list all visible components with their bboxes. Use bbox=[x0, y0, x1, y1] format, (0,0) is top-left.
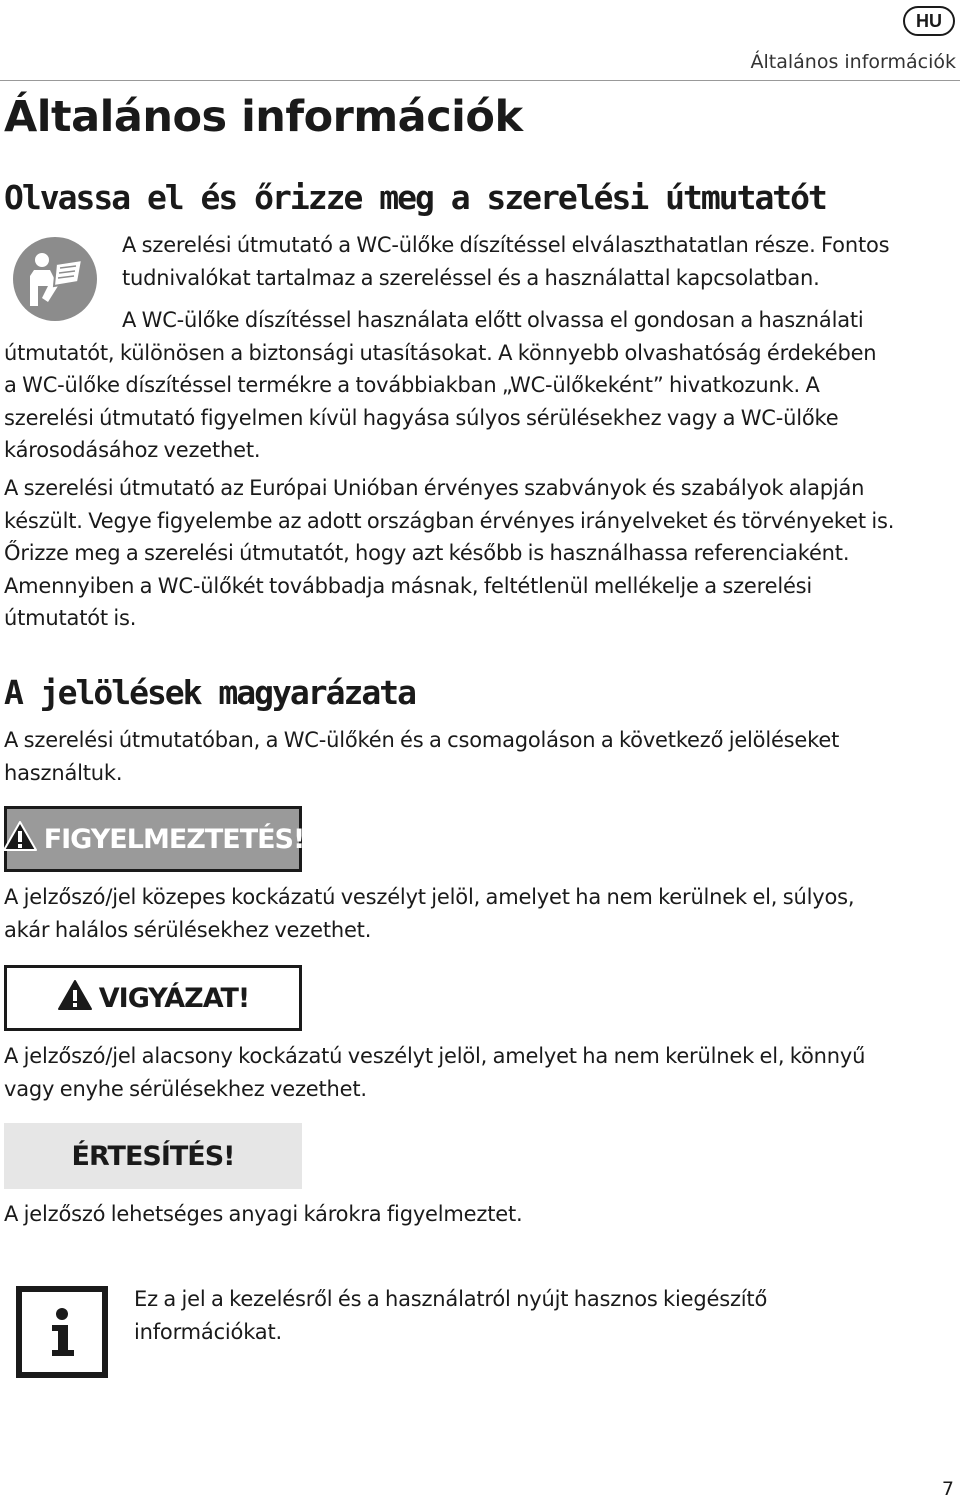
paragraph-line: tudnivalókat tartalmaz a szereléssel és a használattal kapcsolatban. bbox=[122, 265, 820, 290]
signal-word-warning bbox=[4, 806, 305, 872]
signal-word-notice bbox=[4, 1123, 302, 1189]
warning-triangle-icon bbox=[57, 979, 93, 1018]
caution-description bbox=[4, 1040, 960, 1105]
paragraph-line: A szerelési útmutatóban, a WC-ülőkén és a csomagoláson a következő jelöléseket bbox=[4, 728, 840, 752]
warning-triangle-icon bbox=[2, 820, 38, 859]
signal-word-notice-label: ÉRTESÍTÉS! bbox=[71, 1140, 235, 1172]
paragraph-line: útmutatót is. bbox=[4, 606, 137, 630]
paragraph-line: akár halálos sérülésekhez vezethet. bbox=[4, 917, 372, 942]
signal-word-caution-label: VIGYÁZAT! bbox=[98, 982, 250, 1014]
paragraph-line: készült. Vegye figyelembe az adott országban érvényes irányelveket és törvényeket is. bbox=[4, 508, 895, 533]
paragraph-line: Amennyiben a WC-ülőkét továbbadja másnak, feltétlenül mellékelje a szerelési bbox=[4, 573, 813, 598]
paragraph-line: szerelési útmutató figyelmen kívül hagyása súlyos sérülésekhez vagy a WC-ülőke bbox=[4, 405, 839, 430]
signal-word-caution bbox=[4, 965, 302, 1031]
notice-description bbox=[4, 1198, 960, 1231]
section1-intro bbox=[122, 229, 889, 294]
paragraph-line: A szerelési útmutató a WC-ülőke díszítéssel elválaszthatatlan része. Fontos bbox=[122, 233, 890, 257]
info-description bbox=[134, 1283, 767, 1348]
section1-paragraph-3 bbox=[4, 472, 960, 635]
paragraph-line: vagy enyhe sérülésekhez vezethet. bbox=[4, 1076, 367, 1101]
running-header: Általános információk bbox=[750, 51, 956, 73]
paragraph-line: A jelzőszó/jel közepes kockázatú veszélyt jelöl, amelyet ha nem kerülnek el, súlyos, bbox=[4, 885, 855, 909]
header-divider bbox=[0, 80, 960, 81]
info-icon bbox=[16, 1286, 108, 1378]
paragraph-line: A WC-ülőke díszítéssel használata előtt olvassa el gondosan a használati bbox=[122, 308, 864, 332]
paragraph-line: A jelzőszó/jel alacsony kockázatú veszélyt jelöl, amelyet ha nem kerülnek el, könnyű bbox=[4, 1044, 866, 1068]
section-heading-read-and-keep: Olvassa el és őrizze meg a szerelési útmutatót bbox=[4, 178, 826, 217]
paragraph-line: A jelzőszó lehetséges anyagi károkra figyelmeztet. bbox=[4, 1202, 523, 1226]
section1-paragraph-2 bbox=[4, 304, 960, 467]
page-number: 7 bbox=[941, 1478, 954, 1500]
paragraph-line: Ez a jel a kezelésről és a használatról nyújt hasznos kiegészítő bbox=[134, 1287, 768, 1311]
paragraph-line: útmutatót, különösen a biztonsági utasításokat. A könnyebb olvashatóság érdekében bbox=[4, 340, 877, 365]
paragraph-line: Őrizze meg a szerelési útmutatót, hogy azt később is használhassa referenciaként. bbox=[4, 541, 850, 565]
section-heading-symbols: A jelölések magyarázata bbox=[4, 673, 415, 712]
signal-word-warning-label: FIGYELMEZTETÉS! bbox=[43, 823, 305, 855]
paragraph-line: a WC-ülőke díszítéssel termékre a továbbiakban „WC-ülőkeként” hivatkozunk. A bbox=[4, 373, 820, 397]
paragraph-line: használtuk. bbox=[4, 760, 123, 785]
section2-intro bbox=[4, 724, 960, 789]
page-title: Általános információk bbox=[4, 92, 523, 142]
warning-description bbox=[4, 881, 960, 946]
paragraph-line: károsodásához vezethet. bbox=[4, 438, 261, 462]
language-badge bbox=[903, 6, 955, 36]
language-badge-label: HU bbox=[916, 10, 942, 31]
paragraph-line: A szerelési útmutató az Európai Unióban érvényes szabványok és szabályok alapján bbox=[4, 476, 865, 500]
paragraph-line: információkat. bbox=[134, 1319, 282, 1344]
